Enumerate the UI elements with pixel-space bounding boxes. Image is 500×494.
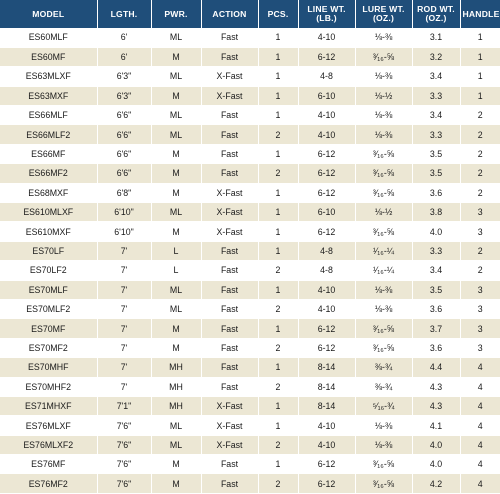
- table-row: [0, 338, 500, 357]
- cell-length: 6': [97, 28, 151, 47]
- cell-model: ES66MLF: [0, 106, 97, 125]
- cell-lure-weight: ⅜-¾: [355, 358, 412, 377]
- cell-lure-weight: ³⁄₁₆-⅝: [355, 164, 412, 183]
- cell-model: ES60MF: [0, 47, 97, 66]
- header-row: [0, 0, 500, 28]
- cell-power: ML: [151, 416, 201, 435]
- table-row: [0, 455, 500, 474]
- cell-rod-weight: 3.4: [412, 106, 460, 125]
- cell-lure-weight: ⅛-⅜: [355, 67, 412, 86]
- cell-rod-weight: 3.5: [412, 164, 460, 183]
- cell-power: M: [151, 47, 201, 66]
- cell-length: 7': [97, 377, 151, 396]
- cell-power: ML: [151, 28, 201, 47]
- table-row: [0, 416, 500, 435]
- cell-lure-weight: ³⁄₁₆-⅝: [355, 183, 412, 202]
- cell-action: Fast: [201, 319, 258, 338]
- cell-power: M: [151, 455, 201, 474]
- cell-length: 6'3": [97, 86, 151, 105]
- cell-line-weight: 6-12: [298, 222, 355, 241]
- cell-lure-weight: ³⁄₁₆-⅝: [355, 144, 412, 163]
- cell-line-weight: 4-10: [298, 435, 355, 454]
- cell-lure-weight: ⅛-⅜: [355, 28, 412, 47]
- cell-rod-weight: 3.5: [412, 144, 460, 163]
- column-header-line-weight: LINE WT. (LB.): [298, 0, 355, 28]
- cell-model: ES76MF: [0, 455, 97, 474]
- cell-pieces: 2: [258, 377, 298, 396]
- cell-line-weight: 6-12: [298, 164, 355, 183]
- cell-power: ML: [151, 435, 201, 454]
- cell-model: ES66MF: [0, 144, 97, 163]
- column-header-power: PWR.: [151, 0, 201, 28]
- column-header-lure-weight: LURE WT. (OZ.): [355, 0, 412, 28]
- cell-power: ML: [151, 280, 201, 299]
- cell-action: X-Fast: [201, 86, 258, 105]
- cell-power: MH: [151, 396, 201, 415]
- cell-pieces: 1: [258, 358, 298, 377]
- cell-power: M: [151, 164, 201, 183]
- table-row: [0, 222, 500, 241]
- cell-handle: 3: [460, 299, 500, 318]
- cell-model: ES76MLXF2: [0, 435, 97, 454]
- cell-pieces: 1: [258, 86, 298, 105]
- cell-pieces: 1: [258, 396, 298, 415]
- cell-line-weight: 6-10: [298, 86, 355, 105]
- cell-model: ES60MLF: [0, 28, 97, 47]
- cell-line-weight: 6-12: [298, 455, 355, 474]
- cell-lure-weight: ⅜-¾: [355, 377, 412, 396]
- cell-length: 7': [97, 241, 151, 260]
- table-row: [0, 86, 500, 105]
- cell-handle: 4: [460, 396, 500, 415]
- cell-handle: 2: [460, 106, 500, 125]
- cell-action: Fast: [201, 164, 258, 183]
- cell-length: 7': [97, 358, 151, 377]
- cell-pieces: 1: [258, 416, 298, 435]
- cell-line-weight: 6-12: [298, 183, 355, 202]
- cell-length: 7'6": [97, 435, 151, 454]
- cell-rod-weight: 3.8: [412, 203, 460, 222]
- cell-length: 7': [97, 319, 151, 338]
- cell-pieces: 2: [258, 474, 298, 493]
- cell-action: Fast: [201, 241, 258, 260]
- cell-handle: 4: [460, 455, 500, 474]
- cell-length: 7'1": [97, 396, 151, 415]
- cell-action: Fast: [201, 299, 258, 318]
- column-header-rod-weight: ROD WT. (OZ.): [412, 0, 460, 28]
- cell-handle: 4: [460, 416, 500, 435]
- cell-rod-weight: 3.7: [412, 319, 460, 338]
- cell-length: 6'3": [97, 67, 151, 86]
- cell-length: 7': [97, 261, 151, 280]
- column-header-pieces: PCS.: [258, 0, 298, 28]
- cell-rod-weight: 3.6: [412, 338, 460, 357]
- cell-power: MH: [151, 377, 201, 396]
- cell-handle: 3: [460, 222, 500, 241]
- cell-rod-weight: 3.4: [412, 67, 460, 86]
- cell-pieces: 1: [258, 183, 298, 202]
- table-row: [0, 67, 500, 86]
- cell-action: Fast: [201, 377, 258, 396]
- cell-pieces: 1: [258, 241, 298, 260]
- cell-action: Fast: [201, 144, 258, 163]
- cell-rod-weight: 4.0: [412, 222, 460, 241]
- cell-line-weight: 8-14: [298, 358, 355, 377]
- column-header-handle: HANDLE: [460, 0, 500, 28]
- table-row: [0, 241, 500, 260]
- cell-handle: 3: [460, 319, 500, 338]
- cell-model: ES70MLF2: [0, 299, 97, 318]
- cell-rod-weight: 3.4: [412, 261, 460, 280]
- cell-power: M: [151, 86, 201, 105]
- cell-handle: 1: [460, 47, 500, 66]
- cell-lure-weight: ⅛-⅜: [355, 125, 412, 144]
- cell-handle: 4: [460, 358, 500, 377]
- cell-handle: 2: [460, 144, 500, 163]
- cell-lure-weight: ³⁄₁₆-⅝: [355, 338, 412, 357]
- cell-lure-weight: ⅛-½: [355, 86, 412, 105]
- cell-length: 6'6": [97, 144, 151, 163]
- cell-pieces: 1: [258, 280, 298, 299]
- cell-action: Fast: [201, 28, 258, 47]
- cell-rod-weight: 3.2: [412, 47, 460, 66]
- cell-action: Fast: [201, 455, 258, 474]
- cell-model: ES610MXF: [0, 222, 97, 241]
- table-row: [0, 164, 500, 183]
- cell-handle: 1: [460, 67, 500, 86]
- cell-action: X-Fast: [201, 67, 258, 86]
- cell-rod-weight: 4.4: [412, 358, 460, 377]
- cell-rod-weight: 4.0: [412, 455, 460, 474]
- cell-handle: 2: [460, 164, 500, 183]
- cell-line-weight: 4-8: [298, 261, 355, 280]
- cell-pieces: 1: [258, 28, 298, 47]
- cell-pieces: 1: [258, 455, 298, 474]
- cell-line-weight: 4-10: [298, 416, 355, 435]
- cell-model: ES63MLXF: [0, 67, 97, 86]
- table-row: [0, 435, 500, 454]
- cell-length: 6'6": [97, 164, 151, 183]
- cell-line-weight: 8-14: [298, 377, 355, 396]
- cell-lure-weight: ⁵⁄₁₆-¾: [355, 396, 412, 415]
- cell-power: L: [151, 241, 201, 260]
- cell-power: ML: [151, 67, 201, 86]
- cell-model: ES70MF: [0, 319, 97, 338]
- cell-line-weight: 6-12: [298, 338, 355, 357]
- cell-power: ML: [151, 125, 201, 144]
- table-header: [0, 0, 500, 28]
- cell-line-weight: 6-12: [298, 474, 355, 493]
- cell-handle: 3: [460, 338, 500, 357]
- cell-length: 6'10": [97, 222, 151, 241]
- cell-length: 7': [97, 338, 151, 357]
- cell-lure-weight: ³⁄₁₆-⅝: [355, 319, 412, 338]
- cell-rod-weight: 4.2: [412, 474, 460, 493]
- cell-action: X-Fast: [201, 416, 258, 435]
- cell-model: ES70LF: [0, 241, 97, 260]
- cell-power: L: [151, 261, 201, 280]
- table-row: [0, 280, 500, 299]
- cell-power: M: [151, 183, 201, 202]
- cell-model: ES70MHF: [0, 358, 97, 377]
- cell-rod-weight: 4.3: [412, 377, 460, 396]
- cell-handle: 1: [460, 28, 500, 47]
- table-row: [0, 396, 500, 415]
- cell-handle: 3: [460, 203, 500, 222]
- cell-power: MH: [151, 358, 201, 377]
- cell-length: 6'6": [97, 106, 151, 125]
- cell-lure-weight: ⅛-½: [355, 203, 412, 222]
- cell-handle: 1: [460, 86, 500, 105]
- cell-length: 7'6": [97, 455, 151, 474]
- table-row: [0, 299, 500, 318]
- cell-action: X-Fast: [201, 203, 258, 222]
- table-row: [0, 377, 500, 396]
- cell-rod-weight: 3.5: [412, 280, 460, 299]
- cell-pieces: 2: [258, 435, 298, 454]
- cell-power: ML: [151, 203, 201, 222]
- cell-line-weight: 6-12: [298, 144, 355, 163]
- cell-pieces: 1: [258, 67, 298, 86]
- cell-action: Fast: [201, 280, 258, 299]
- cell-power: ML: [151, 106, 201, 125]
- cell-pieces: 2: [258, 125, 298, 144]
- cell-action: Fast: [201, 47, 258, 66]
- cell-power: M: [151, 222, 201, 241]
- cell-model: ES70MF2: [0, 338, 97, 357]
- table-row: [0, 125, 500, 144]
- cell-lure-weight: ³⁄₁₆-⅝: [355, 47, 412, 66]
- cell-pieces: 2: [258, 164, 298, 183]
- cell-pieces: 1: [258, 203, 298, 222]
- cell-action: Fast: [201, 125, 258, 144]
- cell-handle: 2: [460, 241, 500, 260]
- cell-rod-weight: 3.3: [412, 86, 460, 105]
- cell-length: 6'10": [97, 203, 151, 222]
- cell-rod-weight: 4.3: [412, 396, 460, 415]
- cell-lure-weight: ¹⁄₁₆-¼: [355, 261, 412, 280]
- cell-action: Fast: [201, 106, 258, 125]
- cell-pieces: 1: [258, 144, 298, 163]
- cell-model: ES76MLXF: [0, 416, 97, 435]
- table-row: [0, 358, 500, 377]
- cell-pieces: 1: [258, 319, 298, 338]
- cell-rod-weight: 4.0: [412, 435, 460, 454]
- cell-action: Fast: [201, 358, 258, 377]
- cell-rod-weight: 3.6: [412, 299, 460, 318]
- cell-handle: 4: [460, 474, 500, 493]
- cell-length: 7'6": [97, 416, 151, 435]
- cell-length: 6': [97, 47, 151, 66]
- cell-model: ES71MHXF: [0, 396, 97, 415]
- cell-line-weight: 4-10: [298, 299, 355, 318]
- cell-rod-weight: 4.1: [412, 416, 460, 435]
- column-header-length: LGTH.: [97, 0, 151, 28]
- cell-action: X-Fast: [201, 183, 258, 202]
- cell-length: 7': [97, 280, 151, 299]
- cell-handle: 2: [460, 125, 500, 144]
- cell-pieces: 1: [258, 222, 298, 241]
- cell-line-weight: 6-12: [298, 319, 355, 338]
- cell-power: M: [151, 144, 201, 163]
- cell-power: M: [151, 319, 201, 338]
- cell-lure-weight: ³⁄₁₆-⅝: [355, 222, 412, 241]
- cell-handle: 4: [460, 377, 500, 396]
- cell-length: 7': [97, 299, 151, 318]
- cell-action: X-Fast: [201, 435, 258, 454]
- table-row: [0, 474, 500, 493]
- cell-pieces: 2: [258, 338, 298, 357]
- cell-handle: 2: [460, 183, 500, 202]
- cell-length: 7'6": [97, 474, 151, 493]
- cell-pieces: 2: [258, 299, 298, 318]
- table-body: [0, 28, 500, 493]
- cell-model: ES70MHF2: [0, 377, 97, 396]
- cell-line-weight: 4-8: [298, 241, 355, 260]
- cell-rod-weight: 3.3: [412, 241, 460, 260]
- cell-pieces: 1: [258, 47, 298, 66]
- cell-pieces: 2: [258, 261, 298, 280]
- cell-length: 6'8": [97, 183, 151, 202]
- cell-model: ES66MF2: [0, 164, 97, 183]
- cell-rod-weight: 3.3: [412, 125, 460, 144]
- cell-line-weight: 6-10: [298, 203, 355, 222]
- cell-action: X-Fast: [201, 222, 258, 241]
- cell-power: M: [151, 474, 201, 493]
- table-row: [0, 106, 500, 125]
- cell-model: ES76MF2: [0, 474, 97, 493]
- table-row: [0, 203, 500, 222]
- table-row: [0, 319, 500, 338]
- cell-rod-weight: 3.1: [412, 28, 460, 47]
- cell-lure-weight: ⅛-⅜: [355, 299, 412, 318]
- table-row: [0, 261, 500, 280]
- cell-lure-weight: ⅛-⅜: [355, 416, 412, 435]
- cell-model: ES610MLXF: [0, 203, 97, 222]
- cell-line-weight: 8-14: [298, 396, 355, 415]
- cell-lure-weight: ⅛-⅜: [355, 435, 412, 454]
- cell-action: Fast: [201, 474, 258, 493]
- cell-power: ML: [151, 299, 201, 318]
- cell-lure-weight: ⅛-⅜: [355, 106, 412, 125]
- table-row: [0, 28, 500, 47]
- cell-model: ES68MXF: [0, 183, 97, 202]
- cell-model: ES70MLF: [0, 280, 97, 299]
- cell-rod-weight: 3.6: [412, 183, 460, 202]
- cell-line-weight: 4-8: [298, 67, 355, 86]
- column-header-model: MODEL: [0, 0, 97, 28]
- cell-handle: 2: [460, 261, 500, 280]
- table-row: [0, 183, 500, 202]
- cell-action: Fast: [201, 261, 258, 280]
- cell-line-weight: 4-10: [298, 125, 355, 144]
- cell-power: M: [151, 338, 201, 357]
- cell-line-weight: 4-10: [298, 28, 355, 47]
- column-header-action: ACTION: [201, 0, 258, 28]
- table-row: [0, 144, 500, 163]
- table-row: [0, 47, 500, 66]
- cell-handle: 3: [460, 280, 500, 299]
- cell-lure-weight: ¹⁄₁₆-¼: [355, 241, 412, 260]
- cell-lure-weight: ³⁄₁₆-⅝: [355, 474, 412, 493]
- cell-line-weight: 4-10: [298, 106, 355, 125]
- cell-length: 6'6": [97, 125, 151, 144]
- cell-line-weight: 4-10: [298, 280, 355, 299]
- cell-line-weight: 6-12: [298, 47, 355, 66]
- cell-model: ES66MLF2: [0, 125, 97, 144]
- cell-pieces: 1: [258, 106, 298, 125]
- cell-model: ES70LF2: [0, 261, 97, 280]
- cell-handle: 4: [460, 435, 500, 454]
- cell-action: X-Fast: [201, 396, 258, 415]
- cell-lure-weight: ⅛-⅜: [355, 280, 412, 299]
- cell-model: ES63MXF: [0, 86, 97, 105]
- cell-lure-weight: ³⁄₁₆-⅝: [355, 455, 412, 474]
- cell-action: Fast: [201, 338, 258, 357]
